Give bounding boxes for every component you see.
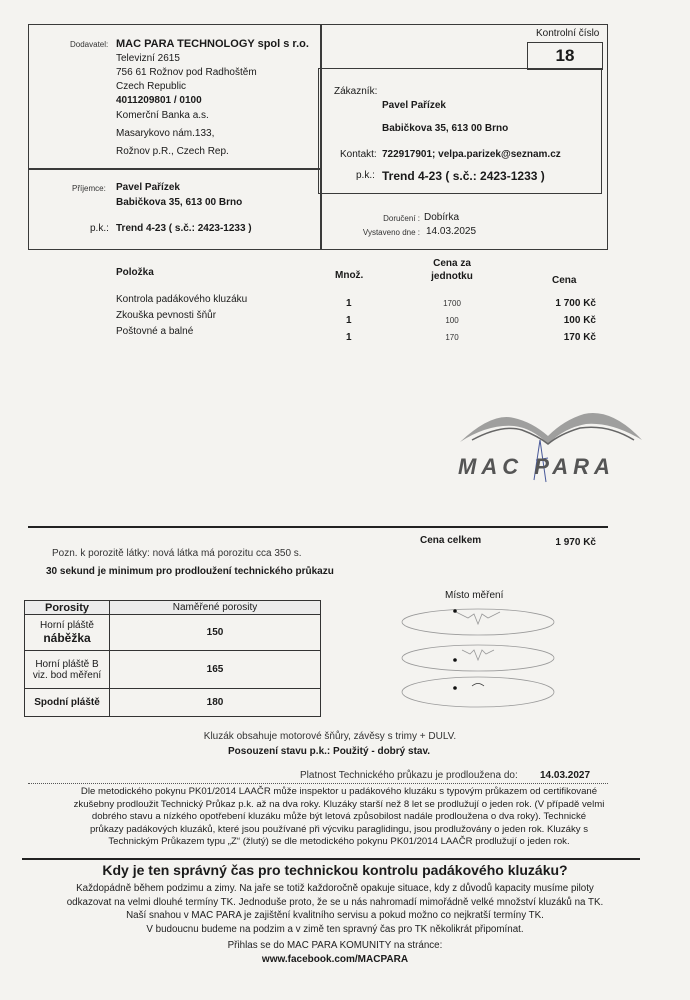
customer-address: Babičkova 35, 613 00 Brno bbox=[382, 123, 509, 134]
supplier-bank-city: Rožnov p.R., Czech Rep. bbox=[116, 146, 229, 157]
control-number-value: 18 bbox=[555, 46, 575, 65]
porosity-table bbox=[24, 600, 321, 717]
footer-line: odkazovat na velmi dlouhé termíny TK. Jednoduše proto, že se u nás nahromadí mimořádně velké množství kluzáků na TK. bbox=[66, 896, 604, 908]
footer-line: Každopádně během podzimu a zimy. Na jaře se totiž každoročně opakuje situace, kdy z důvodů kapacity musíme piloty bbox=[76, 883, 594, 894]
total-label: Cena celkem bbox=[420, 535, 482, 546]
issued-date: 14.03.2025 bbox=[426, 226, 477, 237]
col-unit-header-2: jednotku bbox=[431, 271, 473, 282]
delivery-value: Dobírka bbox=[424, 212, 460, 223]
macpara-logo bbox=[452, 400, 652, 490]
footer-divider bbox=[22, 858, 640, 860]
item-unit: 170 bbox=[445, 333, 459, 342]
community-text: Přihlas se do MAC PARA KOMUNITY na stránce: bbox=[227, 940, 443, 951]
recipient-box bbox=[28, 168, 322, 250]
porosity-header: Porosity bbox=[25, 601, 110, 615]
table-row bbox=[25, 615, 321, 651]
measure-point-2 bbox=[453, 658, 457, 662]
regulation-line: Technickým Průkazem typu „Z“ (žlutý) se dle metodického pokynu PK01/2014 LAAČR prodlužují o jeden rok. bbox=[108, 836, 570, 848]
porosity-label-1: Spodní pláště bbox=[25, 689, 110, 717]
upper-surface-diagram bbox=[402, 609, 554, 635]
footer-line: V budoucnu budeme na podzim a v zimě ten spravný čas pro TK několikrát připomínat. bbox=[146, 923, 524, 935]
upper-b-surface-diagram bbox=[402, 645, 554, 671]
issued-label: Vystaveno dne : bbox=[362, 228, 420, 237]
porosity-label-2: viz. bod měření bbox=[32, 669, 102, 681]
porosity-value: 165 bbox=[110, 651, 321, 689]
col-unit-header-1: Cena za bbox=[433, 258, 471, 269]
col-item-header: Položka bbox=[116, 267, 154, 278]
supplier-label: Dodavatel: bbox=[70, 40, 109, 49]
facebook-link[interactable]: www.facebook.com/MACPARA bbox=[261, 954, 409, 965]
regulation-line: průkazy padákových kluzáků, které jsou používané při výcviku paraglidingu, jsou prodlužovány o jeden rok. Kluzáky s bbox=[89, 823, 589, 835]
measurement-diagram bbox=[398, 604, 558, 712]
customer-pk-label: p.k.: bbox=[356, 170, 375, 181]
col-price-header: Cena bbox=[552, 275, 577, 286]
item-price: 1 700 Kč bbox=[555, 298, 596, 309]
minimum-note: 30 sekund je minimum pro prodloužení technického průkazu bbox=[46, 566, 334, 577]
total-divider bbox=[28, 526, 608, 528]
customer-pk: Trend 4-23 ( s.č.: 2423-1233 ) bbox=[382, 169, 545, 183]
porosity-label-2: náběžka bbox=[43, 631, 91, 645]
validity-date: 14.03.2027 bbox=[540, 770, 591, 781]
customer-label: Zákazník: bbox=[334, 86, 378, 97]
regulation-text bbox=[24, 786, 654, 849]
porosity-value: 150 bbox=[110, 615, 321, 651]
item-name: Poštovné a balné bbox=[116, 326, 194, 337]
porosity-note: Pozn. k porozitě látky: nová látka má porozitu cca 350 s. bbox=[52, 548, 302, 559]
item-unit: 100 bbox=[445, 316, 459, 325]
total-value: 1 970 Kč bbox=[555, 537, 596, 548]
measure-point-1 bbox=[453, 609, 457, 613]
supplier-city: 756 61 Rožnov pod Radhoštěm bbox=[116, 67, 257, 78]
recipient-pk-label: p.k.: bbox=[90, 223, 109, 234]
customer-contact-label: Kontakt: bbox=[340, 149, 377, 160]
porosity-value: 180 bbox=[110, 689, 321, 717]
condition-assessment: Posouzení stavu p.k.: Použitý - dobrý stav. bbox=[228, 746, 431, 757]
recipient-address: Babičkova 35, 613 00 Brno bbox=[116, 197, 243, 208]
measure-point-3 bbox=[453, 686, 457, 690]
item-price: 100 Kč bbox=[563, 315, 596, 326]
control-number-box bbox=[527, 42, 603, 70]
supplier-account: 4011209801 / 0100 bbox=[116, 95, 202, 106]
item-name: Zkouška pevnosti šňůr bbox=[116, 310, 217, 321]
logo-text: MAC PARA bbox=[458, 454, 615, 479]
supplier-bank-street: Masarykovo nám.133, bbox=[116, 128, 215, 139]
lower-surface-diagram bbox=[402, 677, 554, 707]
control-number-label: Kontrolní číslo bbox=[536, 28, 600, 39]
footer-line: Naší snahou v MAC PARA je zajištění kvalitního servisu a pokud možno co nejkratší termíny TK. bbox=[126, 910, 544, 921]
supplier-bank: Komerční Banka a.s. bbox=[116, 110, 209, 121]
item-name: Kontrola padákového kluzáku bbox=[116, 294, 248, 305]
footer-text bbox=[20, 882, 650, 936]
regulation-line: zkušebny prodloužit Technický Průkaz p.k. až na dva roky. Kluzáky starší než 8 let se prodlužují o jeden rok. (V případě velmi bbox=[73, 798, 605, 810]
measure-title: Místo měření bbox=[445, 590, 504, 601]
item-price: 170 Kč bbox=[563, 332, 596, 343]
validity-divider bbox=[28, 783, 608, 784]
customer-contact: 722917901; velpa.parizek@seznam.cz bbox=[382, 149, 561, 160]
delivery-label: Doručení : bbox=[383, 214, 420, 223]
recipient-pk: Trend 4-23 ( s.č.: 2423-1233 ) bbox=[116, 223, 252, 234]
table-row bbox=[25, 651, 321, 689]
regulation-line: Dle metodického pokynu PK01/2014 LAAČR může inspektor u padákového kluzáku s typovým průkazem od certifikované bbox=[80, 786, 598, 797]
contents-note: Kluzák obsahuje motorové šňůry, závěsy s trimy + DULV. bbox=[203, 731, 457, 742]
supplier-country: Czech Republic bbox=[116, 81, 187, 92]
porosity-label-1: Horní pláště B bbox=[35, 658, 99, 670]
porosity-label-1: Horní pláště bbox=[40, 620, 94, 631]
table-row bbox=[25, 689, 321, 717]
supplier-name: MAC PARA TECHNOLOGY spol s r.o. bbox=[116, 38, 309, 50]
recipient-name: Pavel Pařízek bbox=[116, 182, 180, 193]
customer-name: Pavel Pařízek bbox=[382, 100, 446, 111]
recipient-label: Příjemce: bbox=[72, 184, 106, 193]
validity-label: Platnost Technického průkazu je prodloužena do: bbox=[300, 770, 518, 781]
footer-heading: Kdy je ten správný čas pro technickou kontrolu padákového kluzáku? bbox=[102, 862, 568, 878]
item-qty: 1 bbox=[346, 315, 352, 326]
item-qty: 1 bbox=[346, 298, 352, 309]
item-qty: 1 bbox=[346, 332, 352, 343]
item-unit: 1700 bbox=[443, 299, 461, 308]
col-qty-header: Množ. bbox=[335, 270, 364, 281]
supplier-street: Televizní 2615 bbox=[116, 53, 180, 64]
measured-header: Naměřené porosity bbox=[110, 601, 321, 615]
regulation-line: dobrého stavu a nízkého opotřebení kluzáku může být letová způsobilost nadále prodloužena o dva roky). Technické bbox=[91, 811, 587, 823]
